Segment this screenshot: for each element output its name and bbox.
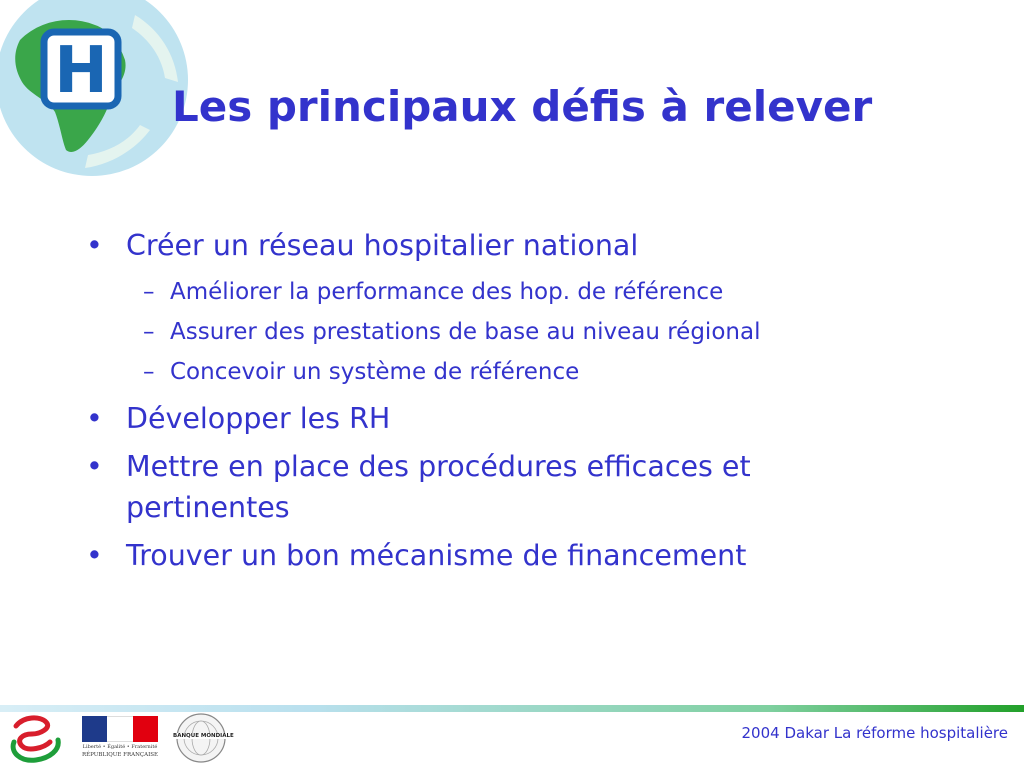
logo-letter: H	[54, 34, 108, 108]
world-bank-name: BANQUE MONDIALE	[173, 733, 234, 739]
republique-motto: Liberté • Égalité • Fraternité	[82, 744, 158, 750]
bullet-text: Mettre en place des procédures efficaces et	[126, 450, 751, 483]
list-item	[86, 539, 746, 572]
world-bank-logo	[173, 712, 234, 764]
bullet-marker: •	[86, 450, 103, 483]
list-item	[143, 279, 723, 305]
bullet-marker: •	[86, 229, 103, 262]
health-ministry-logo-icon	[6, 712, 66, 764]
bullet-marker: –	[143, 279, 155, 305]
slide-title: Les principaux défis à relever	[172, 82, 873, 131]
list-item	[86, 450, 751, 483]
bullet-text: Trouver un bon mécanisme de financement	[126, 539, 747, 572]
bullet-text: Assurer des prestations de base au niveau régional	[170, 319, 761, 345]
bullet-text: Développer les RH	[126, 402, 391, 435]
list-item	[86, 229, 638, 262]
bullet-marker: –	[143, 359, 155, 385]
bullet-text: Améliorer la performance des hop. de référence	[170, 279, 724, 305]
footer-divider	[0, 705, 1024, 712]
list-item	[143, 359, 579, 385]
bullet-continuation: pertinentes	[126, 491, 290, 524]
bullet-marker: •	[86, 402, 103, 435]
republique-francaise-logo	[82, 716, 158, 758]
republique-name: RÉPUBLIQUE FRANÇAISE	[82, 752, 159, 758]
list-item	[143, 319, 760, 345]
french-flag-icon	[82, 716, 158, 742]
footer-caption: 2004 Dakar La réforme hospitalière	[741, 724, 1008, 742]
bullet-text: Créer un réseau hospitalier national	[126, 229, 639, 262]
bullet-marker: –	[143, 319, 155, 345]
hospital-globe-icon	[0, 0, 190, 180]
list-item	[86, 402, 390, 435]
bullet-marker: •	[86, 539, 103, 572]
bullet-text: Concevoir un système de référence	[170, 359, 580, 385]
